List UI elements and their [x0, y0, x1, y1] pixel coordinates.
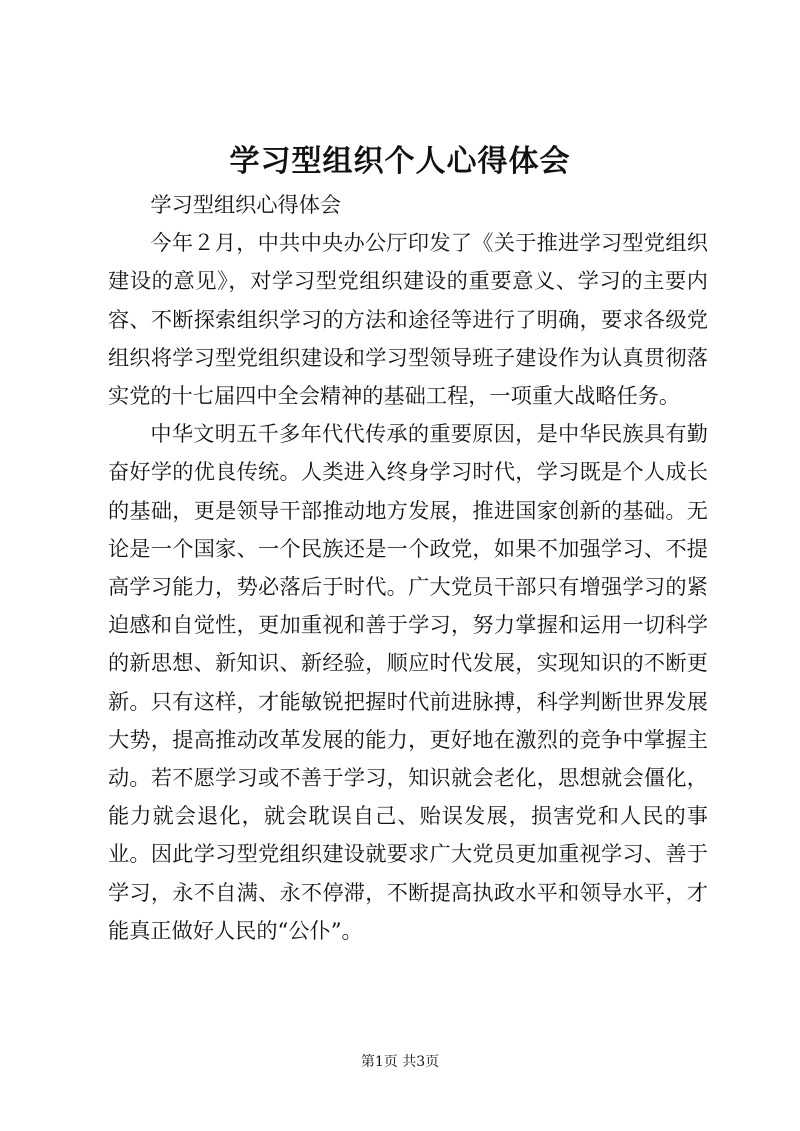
- subtitle-paragraph: 学习型组织心得体会: [150, 192, 342, 217]
- page-footer: 第1页 共3页: [360, 1054, 440, 1070]
- body-paragraph-2: 中华文明五千多年代代传承的重要原因，是中华民族具有勤奋好学的优良传统。人类进入终身学习时代，学习既是个人成长的基础，更是领导干部推动地方发展，推进国家创新的基础。无论是一个国家、一个民族还是一个政党，如果不加强学习、不提高学习能力，势必落后于时代。广大党员干部只有增强学习的紧迫感和自觉性，更加重视和善于学习，努力掌握和运用一切科学的新思想、新知识、新经验，顺应时代发展，实现知识的不断更新。只有这样，才能敏锐把握时代前进脉搏，科学判断世界发展大势，提高推动改革发展的能力，更好地在激烈的竞争中掌握主动。若不愿学习或不善于学习，知识就会老化，思想就会僵化，能力就会退化，就会耽误自己、贻误发展，损害党和人民的事业。因此学习型党组织建设就要求广大党员更加重视学习、善于学习，永不自满、永不停滞，不断提高执政水平和领导水平，才能真正做好人民的“公仆”。: [108, 421, 708, 943]
- document-title: 学习型组织个人心得体会: [229, 144, 571, 179]
- document-body: [108, 186, 708, 950]
- body-paragraph-1: 今年２月，中共中央办公厅印发了《关于推进学习型党组织建设的意见》，对学习型党组织建设的重要意义、学习的主要内容、不断探索组织学习的方法和途径等进行了明确，要求各级党组织将学习型党组织建设和学习型领导班子建设作为认真贯彻落实党的十七届四中全会精神的基础工程，一项重大战略任务。: [108, 230, 708, 409]
